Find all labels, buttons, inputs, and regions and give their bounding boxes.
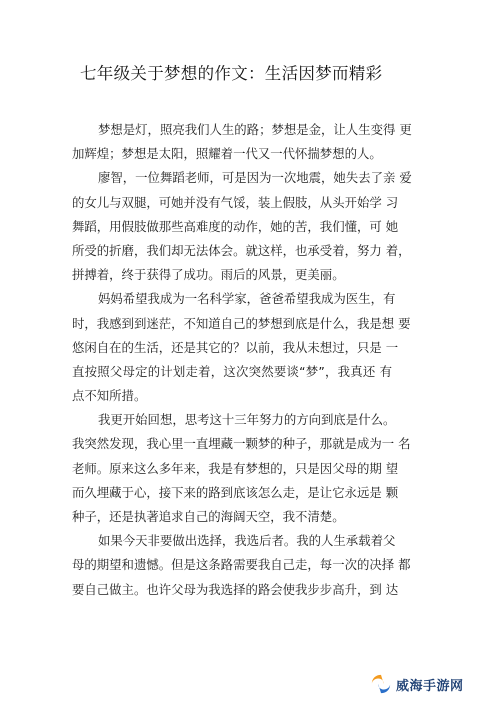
- paragraph-line: 所受的折磨，我们却无法体会。就这样，也承受着，努力 着，: [72, 242, 411, 258]
- paragraph-line: 要自己做主。也许父母为我选择的路会使我步步高升，到 达: [72, 581, 399, 597]
- paragraph: [72, 118, 412, 166]
- paragraph-line: 我突然发现，我心里一直埋藏一颗梦的种子，那就是成为一 名: [72, 436, 411, 452]
- paragraph-line: 的女儿与双腿，可她并没有气馁，装上假肢，从头开始学 习: [72, 194, 399, 210]
- paragraph-line: 拼搏着，终于获得了成功。雨后的风景，更美丽。: [72, 267, 345, 283]
- paragraph-line: 如果今天非要做出选择，我选后者。我的人生承载着父: [98, 533, 396, 549]
- swirl-logo-icon: [370, 673, 392, 695]
- site-watermark: [370, 670, 488, 698]
- paragraph-line: 悠闲自在的生活，还是其它的？以前，我从未想过，只是 一: [72, 339, 399, 355]
- paragraph-line: 母的期望和遗憾。但是这条路需要我自己走，每一次的决择 都: [72, 557, 411, 573]
- watermark-text: 威海手游网: [396, 678, 464, 694]
- paragraph-line: 舞蹈，用假肢做那些高难度的动作，她的苦，我们懂，可 她: [72, 218, 399, 234]
- paragraph-line: 时，我感到到迷茫，不知道自己的梦想到底是什么，我是想 要: [72, 315, 411, 331]
- paragraph-line: 梦想是灯，照亮我们人生的路；梦想是金，让人生变得 更: [98, 122, 412, 137]
- paragraph: [72, 529, 411, 602]
- paragraph: [72, 166, 412, 287]
- paragraph-line: 直按照父母定的计划走着，这次突然要谈“梦”，我真还 有: [72, 363, 392, 379]
- paragraph-line: 加辉煌；梦想是太阳，照耀着一代又一代怀揣梦想的人。: [72, 146, 382, 162]
- paragraph: [72, 408, 411, 529]
- paragraph-line: 老师。原来这么多年来，我是有梦想的，只是因父母的期 望: [72, 460, 399, 476]
- paragraph: [72, 287, 411, 408]
- document-title: 七年级关于梦想的作文：生活因梦而精彩: [80, 64, 383, 83]
- document-body: [72, 118, 412, 602]
- paragraph-line: 种子，还是执著追求自己的海阔天空，我不清楚。: [72, 509, 345, 524]
- paragraph-line: 而久埋藏于心，接下来的路到底该怎么走，是让它永远是 颗: [72, 484, 399, 500]
- paragraph-line: 点不知所措。: [72, 388, 147, 404]
- paragraph-line: 廖智，一位舞蹈老师，可是因为一次地震，她失去了亲 爱: [98, 170, 412, 186]
- paragraph-line: 妈妈希望我成为一名科学家，爸爸希望我成为医生，有: [98, 291, 396, 307]
- paragraph-line: 我更开始回想，思考这十三年努力的方向到底是什么。: [98, 412, 396, 428]
